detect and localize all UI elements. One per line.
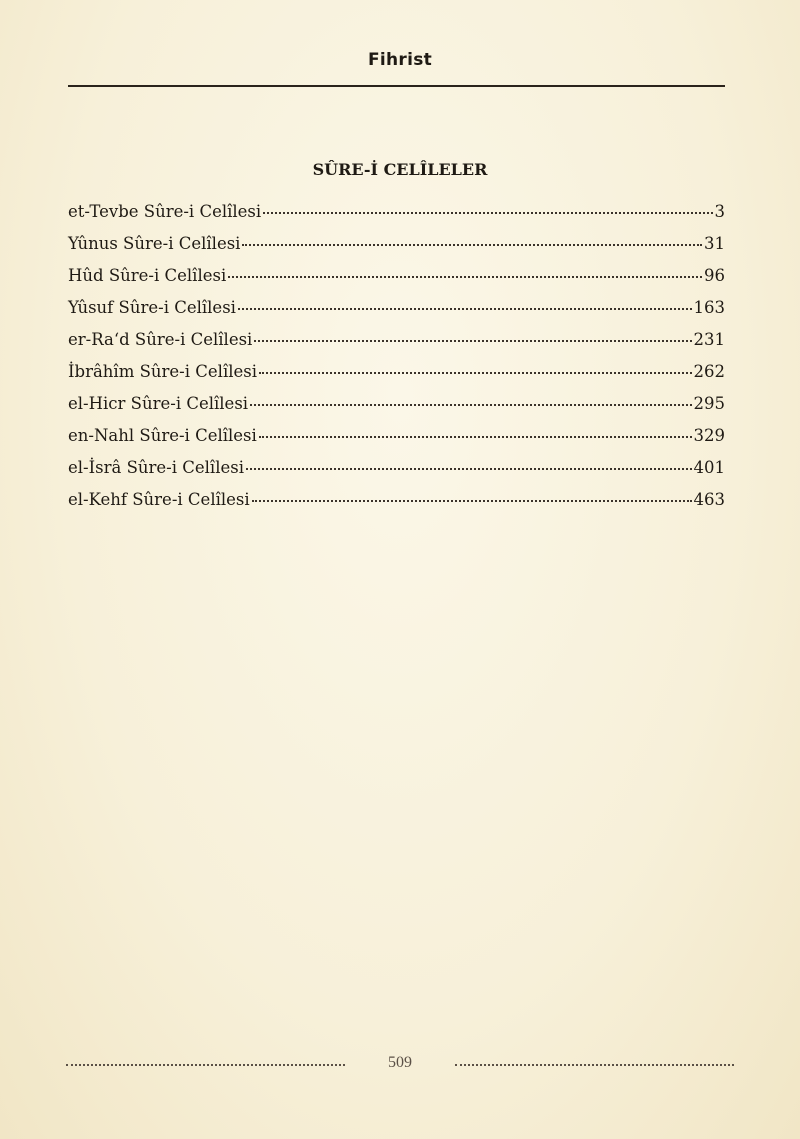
toc-entry-page: 3 — [714, 201, 725, 221]
dot-leader — [242, 232, 702, 249]
toc-entry-page: 163 — [693, 297, 725, 317]
toc-entry-et-tevbe[interactable] — [68, 200, 725, 232]
section-title: SÛRE-İ CELÎLELER — [312, 160, 488, 179]
footer-dotted-rule-left — [66, 1064, 345, 1066]
toc-entry-title: el-Kehf Sûre-i Celîlesi — [68, 489, 250, 509]
dot-leader — [259, 424, 692, 441]
header-rule — [68, 85, 725, 87]
toc-entry-page: 401 — [693, 457, 725, 477]
toc-entry-hud[interactable] — [68, 264, 725, 296]
dot-leader — [250, 392, 691, 409]
toc-entry-el-isra[interactable] — [68, 456, 725, 488]
page-number: 509 — [388, 1054, 412, 1071]
dot-leader — [263, 200, 712, 217]
table-of-contents — [68, 200, 725, 520]
toc-entry-title: İbrâhîm Sûre-i Celîlesi — [68, 361, 258, 381]
page-footer — [66, 1052, 734, 1074]
toc-entry-page: 31 — [704, 233, 725, 253]
toc-entry-title: el-İsrâ Sûre-i Celîlesi — [68, 457, 244, 477]
toc-entry-title: el-Hicr Sûre-i Celîlesi — [68, 393, 249, 413]
toc-entry-title: er-Ra‘d Sûre-i Celîlesi — [68, 329, 253, 349]
toc-entry-er-rad[interactable] — [68, 328, 725, 360]
dot-leader — [238, 296, 692, 313]
toc-entry-title: en-Nahl Sûre-i Celîlesi — [68, 425, 257, 445]
footer-dotted-rule-right — [455, 1064, 734, 1066]
dot-leader — [228, 264, 702, 281]
toc-entry-title: Hûd Sûre-i Celîlesi — [68, 265, 227, 285]
dot-leader — [259, 360, 691, 377]
toc-entry-title: Yûsuf Sûre-i Celîlesi — [68, 297, 236, 317]
toc-entry-yusuf[interactable] — [68, 296, 725, 328]
dot-leader — [252, 488, 692, 505]
toc-entry-el-kehf[interactable] — [68, 488, 725, 520]
toc-entry-page: 295 — [693, 393, 725, 413]
dot-leader — [254, 328, 691, 345]
toc-entry-page: 231 — [693, 329, 725, 349]
toc-entry-title: Yûnus Sûre-i Celîlesi — [68, 233, 241, 253]
toc-entry-ibrahim[interactable] — [68, 360, 725, 392]
toc-entry-el-hicr[interactable] — [68, 392, 725, 424]
toc-entry-page: 262 — [693, 361, 725, 381]
toc-entry-page: 96 — [704, 265, 725, 285]
toc-entry-yunus[interactable] — [68, 232, 725, 264]
toc-entry-en-nahl[interactable] — [68, 424, 725, 456]
toc-entry-title: et-Tevbe Sûre-i Celîlesi — [68, 201, 262, 221]
toc-entry-page: 329 — [693, 425, 725, 445]
running-header: Fihrist — [367, 50, 433, 70]
toc-entry-page: 463 — [693, 489, 725, 509]
dot-leader — [246, 456, 692, 473]
